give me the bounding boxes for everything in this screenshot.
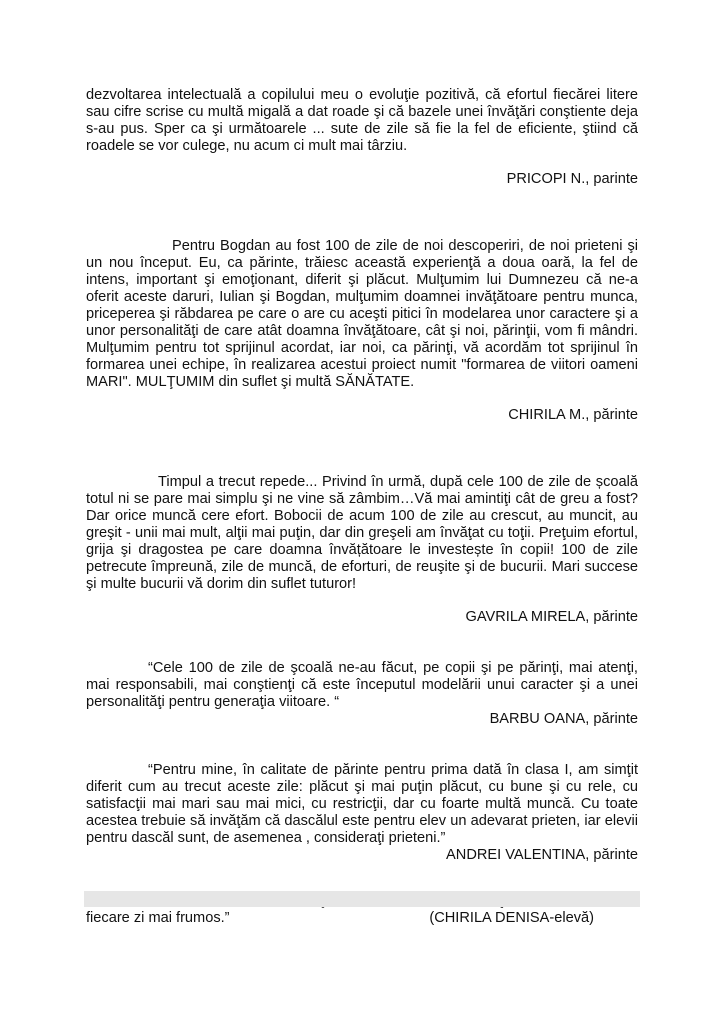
signature-gavrila: GAVRILA MIRELA, părinte bbox=[465, 609, 638, 625]
testimonial-text-chirila-m: Pentru Bogdan au fost 100 de zile de noi descoperiri, de noi prieteni şi un nou început. Eu, ca părinte, trăiesc această experienţă a doua oară, la fel de intens, important şi emoţionant, diferit şi plăcut. Mulţumim lui Dumnezeu că ne-a oferit aceste daruri, Iulian şi Bogdan, mulţumim doamnei invăţătoare pentru munca, priceperea şi răbdarea pe care o are cu aceşti pitici în modelarea unor caractere şi a unor personalităţi de care atât doamna învăţătoare, cât şi noi, părinţii, vom fi mândri. Mulţumim pentru tot sprijinul acordat, iar noi, ca părinţi, vă acordăm tot sprijinul în formarea unei echipe, în realizarea acestui proiect numit "formarea de viitori oameni MARI". MULŢUMIM din suflet şi multă SĂNĂTATE. bbox=[86, 238, 638, 390]
signature-barbu: BARBU OANA, părinte bbox=[489, 711, 638, 727]
testimonial-text-andrei: “Pentru mine, în calitate de părinte pentru prima dată în clasa I, am simţit diferit cum au trecut aceste zile: plăcut şi mai puţin plăcut, cu bune şi cu rele, cu satisfacţii mai mari sau mai mici, cu restricţii, dar cu foarte multă muncă. Cu toate acestea trebuie să invăţăm că dascălul este pentru elev un adevarat prieten, iar elevii pentru dascăl sunt, de asemenea , consideraţi prieteni.” bbox=[86, 762, 638, 846]
testimonial-text-gavrila: Timpul a trecut repede... Privind în urmă, după cele 100 de zile de școală totul ni se pare mai simplu şi ne vine să zâmbim…Vă mai amintiţi cât de greu a fost? Dar orice muncă cere efort. Bobocii de acum 100 de zile au crescut, au muncit, au greşit - unii mai mult, alţii mai puţin, dar din greşeli am învăţat cu toţii. Preţuim efortul, grija şi dragostea pe care doamna învățătoare le investește în copii! 100 de zile petrecute împreună, zile de muncă, de eforturi, de reuşite şi de bucurii. Mari succese şi multe bucurii vă dorim din suflet tuturor! bbox=[86, 474, 638, 592]
signature-denisa: (CHIRILA DENISA-elevă) bbox=[429, 910, 594, 926]
document-page bbox=[86, 87, 638, 927]
testimonial-last-line bbox=[86, 910, 638, 927]
testimonial-text-barbu: “Cele 100 de zile de şcoală ne-au făcut, pe copii şi pe părinţi, mai atenţi, mai responsabili, mai conştienţi că este începutul modelării unui caracter şi a unei personalităţi pentru generaţia viitoare. “ bbox=[86, 660, 638, 710]
signature-pricopi: PRICOPI N., parinte bbox=[506, 171, 638, 187]
testimonial-text-pricopi: dezvoltarea intelectuală a copilului meu o evoluţie pozitivă, că efortul fiecărei litere sau cifre scrise cu multă migală a dat roade şi că bazele unei învăţări conştiente deja s-au pus. Sper ca şi următoarele ... sute de zile să fie la fel de eficiente, ştiind că roadele se vor culege, nu acum ci mult mai târziu. bbox=[86, 87, 638, 154]
footer-shaded-bar bbox=[84, 891, 640, 907]
signature-andrei: ANDREI VALENTINA, părinte bbox=[446, 847, 638, 863]
testimonial-text-denisa-line2: fiecare zi mai frumos.” bbox=[86, 910, 230, 926]
signature-chirila-m: CHIRILA M., părinte bbox=[508, 407, 638, 423]
